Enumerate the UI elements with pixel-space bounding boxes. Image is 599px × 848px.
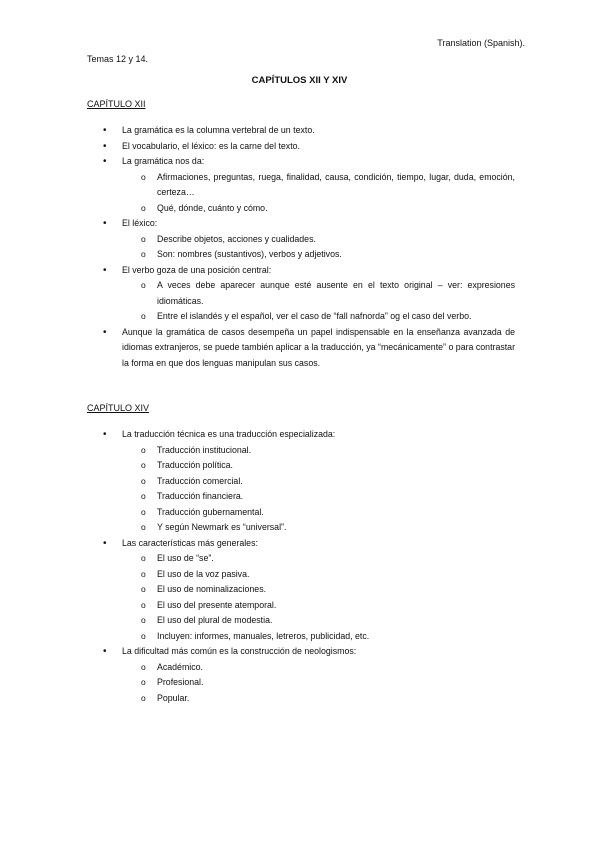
circle-bullet-icon: o	[141, 233, 146, 244]
circle-bullet-icon: o	[141, 661, 146, 672]
circle-bullet-icon: o	[141, 584, 146, 594]
circle-bullet-icon: o	[141, 491, 146, 501]
sub-list-item-text: Traducción financiera.	[157, 491, 244, 501]
circle-bullet-icon: o	[141, 280, 146, 290]
chapter-xiv-list	[87, 427, 515, 706]
sub-list-item	[87, 278, 515, 309]
sub-list-item-text: Entre el islandés y el español, ver el caso de “fall nafnorda” og el caso del verbo.	[157, 311, 472, 321]
sub-list-item-text: El uso de la voz pasiva.	[157, 568, 250, 579]
list-item	[87, 139, 515, 155]
list-item-text: El léxico:	[122, 218, 158, 228]
sub-list-item-text: Traducción gubernamental.	[157, 506, 264, 517]
chapter-xii-list	[87, 123, 515, 371]
list-item-text: La dificultad más común es la construcción de neologismos:	[122, 646, 357, 656]
circle-bullet-icon: o	[141, 311, 146, 321]
list-item-text: La gramática es la columna vertebral de un texto.	[122, 125, 315, 135]
circle-bullet-icon: o	[141, 677, 146, 687]
list-item-text: La traducción técnica es una traducción especializada:	[122, 429, 336, 439]
sub-list-item	[87, 598, 515, 614]
list-item	[87, 427, 515, 443]
circle-bullet-icon: o	[141, 444, 146, 455]
sub-list-item	[87, 551, 515, 567]
sub-list-item	[87, 567, 515, 583]
topics-label: Temas 12 y 14.	[87, 54, 149, 64]
sub-list-item	[87, 660, 515, 676]
section-heading-xii: CAPÍTULO XII	[87, 99, 146, 109]
sub-list-item-text: Son: nombres (sustantivos), verbos y adjetivos.	[157, 249, 342, 259]
sub-list-item-text: Describe objetos, acciones y cualidades.	[157, 233, 316, 244]
list-item	[87, 644, 515, 660]
sub-list-item	[87, 201, 515, 217]
list-item-text: El vocabulario, el léxico: es la carne del texto.	[122, 140, 300, 151]
sub-list-item-text: Popular.	[157, 692, 190, 703]
sub-list-item	[87, 247, 515, 263]
sub-list-item	[87, 582, 515, 598]
list-item	[87, 123, 515, 139]
sub-list-item	[87, 443, 515, 459]
sub-list-item	[87, 309, 515, 325]
bullet-icon: •	[103, 537, 107, 549]
circle-bullet-icon: o	[141, 202, 146, 213]
circle-bullet-icon: o	[141, 568, 146, 579]
bullet-icon: •	[103, 218, 107, 229]
list-item	[87, 325, 515, 372]
sub-list-item	[87, 613, 515, 629]
sub-list-item-text: El uso del presente atemporal.	[157, 599, 277, 610]
sub-list-item	[87, 520, 515, 536]
sub-list-item-text: Profesional.	[157, 677, 204, 687]
list-item	[87, 216, 515, 232]
sub-list-item	[87, 505, 515, 521]
sub-list-item-text: El uso de “se”.	[157, 553, 214, 563]
sub-list-item-text: Afirmaciones, preguntas, ruega, finalidad, causa, condición, tiempo, lugar, duda, emoción, certeza…	[157, 171, 515, 197]
bullet-icon: •	[103, 125, 107, 136]
bullet-icon: •	[103, 429, 107, 440]
circle-bullet-icon: o	[141, 460, 146, 470]
list-item-text: El verbo goza de una posición central:	[122, 264, 272, 275]
circle-bullet-icon: o	[141, 630, 146, 641]
sub-list-item-text: Incluyen: informes, manuales, letreros, publicidad, etc.	[157, 630, 370, 641]
sub-list-item-text: Qué, dónde, cuánto y cómo.	[157, 202, 268, 213]
sub-list-item	[87, 629, 515, 645]
sub-list-item-text: El uso del plural de modestia.	[157, 615, 273, 625]
sub-list-item	[87, 675, 515, 691]
sub-list-item	[87, 458, 515, 474]
circle-bullet-icon: o	[141, 522, 146, 532]
sub-list-item-text: Traducción política.	[157, 460, 233, 470]
list-item-text: La gramática nos da:	[122, 156, 205, 166]
sub-list-item	[87, 232, 515, 248]
sub-list-item	[87, 691, 515, 707]
sub-list-item	[87, 474, 515, 490]
circle-bullet-icon: o	[141, 171, 146, 182]
bullet-icon: •	[103, 140, 107, 152]
sub-list-item	[87, 170, 515, 201]
sub-list-item-text: Traducción comercial.	[157, 475, 243, 486]
sub-list-item	[87, 489, 515, 505]
list-item-text: Las características más generales:	[122, 537, 258, 548]
document-title: CAPÍTULOS XII Y XIV	[251, 75, 348, 86]
bullet-icon: •	[103, 156, 107, 167]
circle-bullet-icon: o	[141, 249, 146, 259]
circle-bullet-icon: o	[141, 615, 146, 625]
circle-bullet-icon: o	[141, 553, 146, 563]
sub-list-item-text: Traducción institucional.	[157, 444, 252, 455]
circle-bullet-icon: o	[141, 692, 146, 703]
circle-bullet-icon: o	[141, 506, 146, 517]
list-item	[87, 154, 515, 170]
section-heading-xiv: CAPÍTULO XIV	[87, 403, 150, 413]
bullet-icon: •	[103, 646, 107, 657]
circle-bullet-icon: o	[141, 599, 146, 610]
list-item	[87, 263, 515, 279]
course-label: Translation (Spanish).	[437, 38, 525, 48]
sub-list-item-text: El uso de nominalizaciones.	[157, 584, 267, 594]
list-item-text: Aunque la gramática de casos desempeña un papel indispensable en la enseñanza avanzada de idiomas extranjeros, se puede también aplicar a la traducción, ya “mecánicamente” o para contrastar la forma en que dos lenguas manipulan sus casos.	[122, 326, 515, 368]
sub-list-item-text: A veces debe aparecer aunque esté ausente en el texto original – ver: expresiones idiomáticas.	[157, 280, 515, 306]
sub-list-item-text: Y según Newmark es “universal”.	[157, 522, 287, 532]
sub-list-item-text: Académico.	[157, 661, 203, 672]
list-item	[87, 536, 515, 552]
bullet-icon: •	[103, 264, 107, 276]
circle-bullet-icon: o	[141, 475, 146, 486]
bullet-icon: •	[103, 326, 107, 338]
